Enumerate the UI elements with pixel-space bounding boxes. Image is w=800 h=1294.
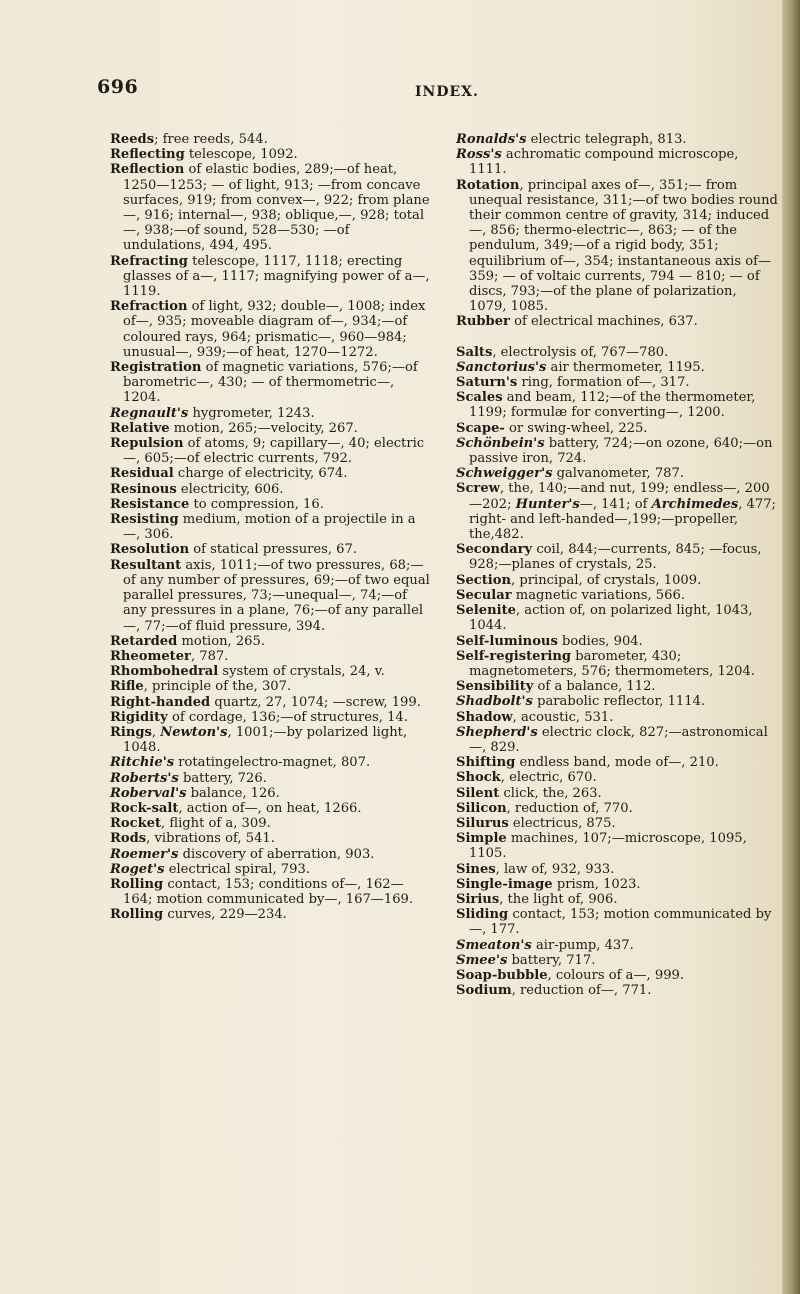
entry-heading: Rubber — [456, 314, 510, 330]
entry-text: telescope, 1092. — [184, 147, 298, 163]
entry-text: contact, 153; motion communicated by—, 177. — [469, 907, 772, 938]
entry-heading: Shepherd's — [456, 724, 538, 740]
entry-text: click, the, 263. — [499, 785, 602, 801]
entry-text: of magnetic variations, 576;—of barometric—, 430; — of thermometric—, 1204. — [123, 360, 418, 406]
entry-heading: Ritchie's — [110, 755, 175, 771]
entry-text: , vibrations of, 541. — [146, 831, 275, 847]
index-entry — [110, 634, 432, 649]
index-entry — [456, 375, 778, 390]
index-entry — [110, 877, 432, 907]
entry-text: battery, 717. — [507, 952, 596, 968]
entry-text: parabolic reflector, 1114. — [532, 694, 706, 710]
index-entry — [456, 801, 778, 816]
entry-heading: Roemer's — [110, 846, 179, 862]
index-entry — [110, 558, 432, 634]
entry-heading: Resisting — [110, 512, 179, 528]
entry-text: , — [151, 724, 161, 740]
index-entry — [110, 132, 432, 147]
index-entry — [456, 573, 778, 588]
entry-heading: Schweigger's — [456, 466, 553, 482]
index-entry — [110, 786, 432, 801]
entry-heading: Section — [456, 572, 512, 588]
entry-heading: Ross's — [456, 147, 502, 163]
book-spine-edge — [782, 0, 800, 1294]
entry-text: discovery of aberration, 903. — [178, 846, 375, 862]
entry-text: endless band, mode of—, 210. — [515, 755, 719, 771]
index-entry — [110, 497, 432, 512]
index-entry — [456, 968, 778, 983]
index-entry — [110, 679, 432, 694]
entry-text: of cordage, 136;—of structures, 14. — [167, 709, 408, 725]
entry-text: motion, 265. — [177, 633, 266, 649]
index-column-left — [110, 132, 432, 923]
entry-text: ; free reeds, 544. — [154, 132, 268, 147]
entry-text: axis, 1011;—of two pressures, 68;—of any number of pressures, 69;—of two equal parallel pressures, 73;—unequal—, 74;—of any pressures in a plane, 76;—of any parallel—, 77;—of fluid pressure, 394. — [123, 557, 430, 634]
entry-text: battery, 724;—on ozone, 640;—on passive iron, 724. — [469, 435, 773, 467]
entry-text: coil, 844;—currents, 845; —focus, 928;—planes of crystals, 25. — [469, 542, 762, 573]
entry-heading: Saturn's — [456, 375, 518, 391]
index-entry — [456, 603, 778, 633]
entry-heading: Schönbein's — [456, 435, 545, 451]
index-entry — [110, 801, 432, 816]
entry-text: curves, 229—234. — [163, 907, 287, 923]
entry-heading: Sodium — [456, 983, 512, 999]
entry-text: ring, formation of—, 317. — [517, 375, 690, 391]
entry-heading: Sines — [456, 861, 496, 877]
entry-heading: Resistance — [110, 496, 190, 512]
entry-heading: Rotation — [456, 177, 520, 193]
entry-text: , principle of the, 307. — [143, 679, 292, 695]
entry-heading: Relative — [110, 420, 170, 436]
index-entry — [456, 421, 778, 436]
index-entry — [456, 360, 778, 375]
index-entry — [456, 314, 778, 329]
entry-text: , electrolysis of, 767—780. — [492, 344, 669, 360]
index-entry — [456, 390, 778, 420]
index-entry — [456, 466, 778, 481]
entry-italic: Newton's — [160, 724, 228, 740]
entry-heading: Reflecting — [110, 147, 185, 163]
running-head: INDEX. — [415, 84, 479, 100]
index-entry — [456, 588, 778, 603]
index-entry — [456, 679, 778, 694]
entry-heading: Reflection — [110, 162, 185, 178]
entry-heading: Smeaton's — [456, 937, 532, 953]
index-entry — [110, 542, 432, 557]
entry-heading: Selenite — [456, 603, 516, 619]
index-entry — [110, 512, 432, 542]
entry-text: air thermometer, 1195. — [546, 359, 705, 375]
entry-text: , the light of, 906. — [499, 891, 618, 907]
entry-heading: Sliding — [456, 907, 509, 923]
entry-heading: Screw — [456, 481, 500, 497]
entry-text: magnetic variations, 566. — [511, 587, 685, 603]
entry-text: electricity, 606. — [176, 481, 284, 497]
entry-text: , electric, 670. — [500, 770, 597, 786]
entry-text: medium, motion of a projectile in a—, 306. — [123, 512, 416, 543]
entry-text: , 787. — [190, 648, 229, 664]
entry-heading: Soap-bubble — [456, 967, 548, 983]
entry-text: of a balance, 112. — [533, 679, 656, 695]
entry-heading: Rolling — [110, 876, 164, 892]
entry-heading: Simple — [456, 831, 507, 847]
index-entry — [456, 831, 778, 861]
entry-heading: Single-image — [456, 876, 553, 892]
entry-text: machines, 107;—microscope, 1095, 1105. — [469, 831, 747, 862]
index-entry — [456, 938, 778, 953]
entry-text: and beam, 112;—of the thermometer, 1199; formulæ for converting—, 1200. — [469, 390, 756, 421]
entry-text: or swing-wheel, 225. — [504, 420, 648, 436]
entry-heading: Self-registering — [456, 648, 572, 664]
entry-text: of atoms, 9; capillary—, 40; electric—, 605;—of electric currents, 792. — [123, 436, 425, 467]
entry-text: balance, 126. — [186, 785, 280, 801]
entry-text: rotatingelectro-magnet, 807. — [174, 755, 371, 771]
entry-text: , 477; right- and left-handed—,199;—propeller, the,482. — [469, 496, 776, 543]
entry-text: air-pump, 437. — [531, 937, 634, 953]
entry-text: , reduction of—, 771. — [511, 983, 652, 999]
entry-heading: Rolling — [110, 907, 164, 923]
entry-text: , reduction of, 770. — [506, 800, 633, 816]
entry-text: , 1001;—by polarized light, 1048. — [123, 724, 408, 756]
index-entry — [456, 481, 778, 542]
entry-text: —, 141; of — [579, 496, 652, 512]
entry-heading: Shadow — [456, 709, 513, 725]
index-entry — [456, 983, 778, 998]
entry-heading: Regnault's — [110, 405, 189, 421]
index-entry — [110, 162, 432, 253]
entry-heading: Sensibility — [456, 679, 534, 695]
entry-text: of electrical machines, 637. — [509, 314, 698, 330]
entry-heading: Sirius — [456, 891, 500, 907]
entry-heading: Repulsion — [110, 436, 184, 452]
entry-text: contact, 153; conditions of—, 162—164; motion communicated by—, 167—169. — [123, 876, 414, 908]
index-entry — [110, 816, 432, 831]
entry-heading: Silurus — [456, 815, 509, 831]
index-entry — [456, 178, 778, 315]
index-entry — [456, 542, 778, 572]
entry-heading: Shifting — [456, 755, 516, 771]
index-entry — [110, 299, 432, 360]
entry-text: electricus, 875. — [508, 815, 616, 831]
entry-heading: Residual — [110, 466, 174, 482]
entry-heading: Salts — [456, 344, 493, 360]
entry-text: electric clock, 827;—astronomical—, 829. — [469, 724, 768, 755]
entry-heading: Silicon — [456, 800, 507, 816]
entry-heading: Scape- — [456, 420, 505, 436]
entry-text: , law of, 932, 933. — [495, 861, 615, 877]
index-entry — [456, 755, 778, 770]
entry-heading: Scales — [456, 390, 503, 406]
index-entry — [110, 406, 432, 421]
entry-text: , the, 140;—and nut, 199; endless—, 200—202; — [469, 481, 770, 512]
index-entry — [456, 770, 778, 785]
entry-text: barometer, 430; magnetometers, 576; thermometers, 1204. — [469, 648, 755, 679]
entry-heading: Rheometer — [110, 648, 191, 664]
entry-heading: Resultant — [110, 557, 182, 573]
entry-text: , flight of a, 309. — [161, 816, 271, 832]
index-column-right — [456, 132, 778, 998]
entry-italic: Hunter's — [515, 496, 580, 512]
entry-heading: Rigidity — [110, 709, 168, 725]
entry-heading: Refracting — [110, 253, 188, 269]
entry-heading: Rifle — [110, 679, 144, 695]
page-number: 696 — [97, 76, 139, 98]
entry-text: motion, 265;—velocity, 267. — [169, 420, 358, 436]
entry-text: , principal, of crystals, 1009. — [511, 572, 702, 588]
index-entry — [456, 816, 778, 831]
index-entry — [110, 862, 432, 877]
entry-italic: Archimedes — [651, 496, 739, 512]
index-entry — [110, 771, 432, 786]
entry-text: charge of electricity, 674. — [173, 466, 348, 482]
index-entry — [110, 421, 432, 436]
index-entry — [110, 831, 432, 846]
entry-heading: Self-luminous — [456, 633, 558, 649]
index-entry — [110, 482, 432, 497]
entry-text: to compression, 16. — [189, 496, 324, 512]
entry-text: hygrometer, 1243. — [188, 405, 315, 421]
entry-text: system of crystals, 24, v. — [218, 664, 385, 680]
entry-text: galvanometer, 787. — [552, 466, 684, 482]
entry-heading: Smee's — [456, 952, 508, 968]
entry-heading: Rings — [110, 724, 152, 740]
entry-heading: Roget's — [110, 861, 165, 877]
entry-text: quartz, 27, 1074; —screw, 199. — [210, 694, 421, 710]
index-entry — [456, 132, 778, 147]
entry-text: , action of—, on heat, 1266. — [178, 800, 362, 816]
entry-heading: Roberts's — [110, 770, 179, 786]
index-entry — [456, 907, 778, 937]
entry-heading: Right-handed — [110, 694, 211, 710]
entry-heading: Rhombohedral — [110, 664, 219, 680]
index-entry — [110, 755, 432, 770]
entry-text: telescope, 1117, 1118; erecting glasses of a—, 1117; magnifying power of a—, 1119. — [123, 253, 430, 300]
entry-text: , colours of a—, 999. — [547, 967, 685, 983]
index-entry — [456, 786, 778, 801]
entry-text: electrical spiral, 793. — [164, 861, 310, 877]
entry-heading: Refraction — [110, 299, 188, 315]
entry-text: of statical pressures, 67. — [189, 542, 358, 558]
entry-heading: Shock — [456, 770, 501, 786]
index-entry — [456, 345, 778, 360]
index-entry — [456, 862, 778, 877]
index-entry — [110, 695, 432, 710]
entry-text: of light, 932; double—, 1008; index of—, 935; moveable diagram of—, 934;—of coloured rays, 964; prismatic—, 960—984; unusual—, 939;—of heat, 1270—1272. — [123, 299, 426, 360]
entry-heading: Silent — [456, 785, 500, 801]
entry-heading: Rocket — [110, 816, 162, 832]
index-entry — [456, 725, 778, 755]
entry-text: , principal axes of—, 351;— from unequal resistance, 311;—of two bodies round their common centre of gravity, 314; induced—, 856; thermo-electric—, 863; — of the pendulum, 349;—of a rigid body, 351; equilibrium of—, 354; instantaneous axis of—359; — of voltaic currents, 794 — 810; — of discs, 793;—of the plane of polarization, 1079, 1085. — [469, 177, 778, 315]
entry-heading: Sanctorius's — [456, 359, 547, 375]
entry-heading: Roberval's — [110, 785, 187, 801]
entry-heading: Resinous — [110, 481, 177, 497]
index-entry — [110, 147, 432, 162]
index-entry — [110, 847, 432, 862]
index-entry — [110, 466, 432, 481]
index-entry — [110, 436, 432, 466]
entry-heading: Ronalds's — [456, 132, 527, 147]
index-entry — [456, 892, 778, 907]
entry-text: of elastic bodies, 289;—of heat, 1250—1253; — of light, 913; —from concave surfaces, 919; from convex—, 922; from plane—, 916; internal—, 938; oblique,—, 928; total—, 938;—of sound, 528—530; —of undulations, 494, 495. — [123, 162, 430, 254]
entry-heading: Resolution — [110, 542, 190, 558]
entry-heading: Rods — [110, 831, 147, 847]
index-entry — [456, 649, 778, 679]
index-entry — [456, 634, 778, 649]
entry-text: achromatic compound microscope, 1111. — [469, 147, 739, 178]
entry-text: bodies, 904. — [557, 633, 643, 649]
index-entry — [456, 147, 778, 177]
entry-heading: Secondary — [456, 542, 533, 558]
index-entry — [110, 907, 432, 922]
index-entry — [456, 953, 778, 968]
entry-heading: Retarded — [110, 633, 178, 649]
index-entry — [456, 694, 778, 709]
entry-heading: Reeds — [110, 132, 155, 147]
entry-heading: Secular — [456, 587, 512, 603]
index-entry — [456, 436, 778, 466]
entry-heading: Rock-salt — [110, 800, 179, 816]
index-entry — [456, 877, 778, 892]
index-entry — [110, 725, 432, 755]
index-entry — [110, 254, 432, 300]
index-entry — [110, 360, 432, 406]
index-entry — [456, 710, 778, 725]
entry-text: , acoustic, 531. — [512, 709, 614, 725]
entry-text: battery, 726. — [178, 770, 267, 786]
entry-heading: Registration — [110, 360, 202, 376]
entry-heading: Shadbolt's — [456, 694, 533, 710]
index-entry — [110, 710, 432, 725]
index-entry — [110, 664, 432, 679]
entry-text: , action of, on polarized light, 1043, 1044. — [469, 603, 753, 634]
entry-text: prism, 1023. — [552, 876, 641, 892]
index-entry — [110, 649, 432, 664]
entry-text: electric telegraph, 813. — [526, 132, 687, 147]
